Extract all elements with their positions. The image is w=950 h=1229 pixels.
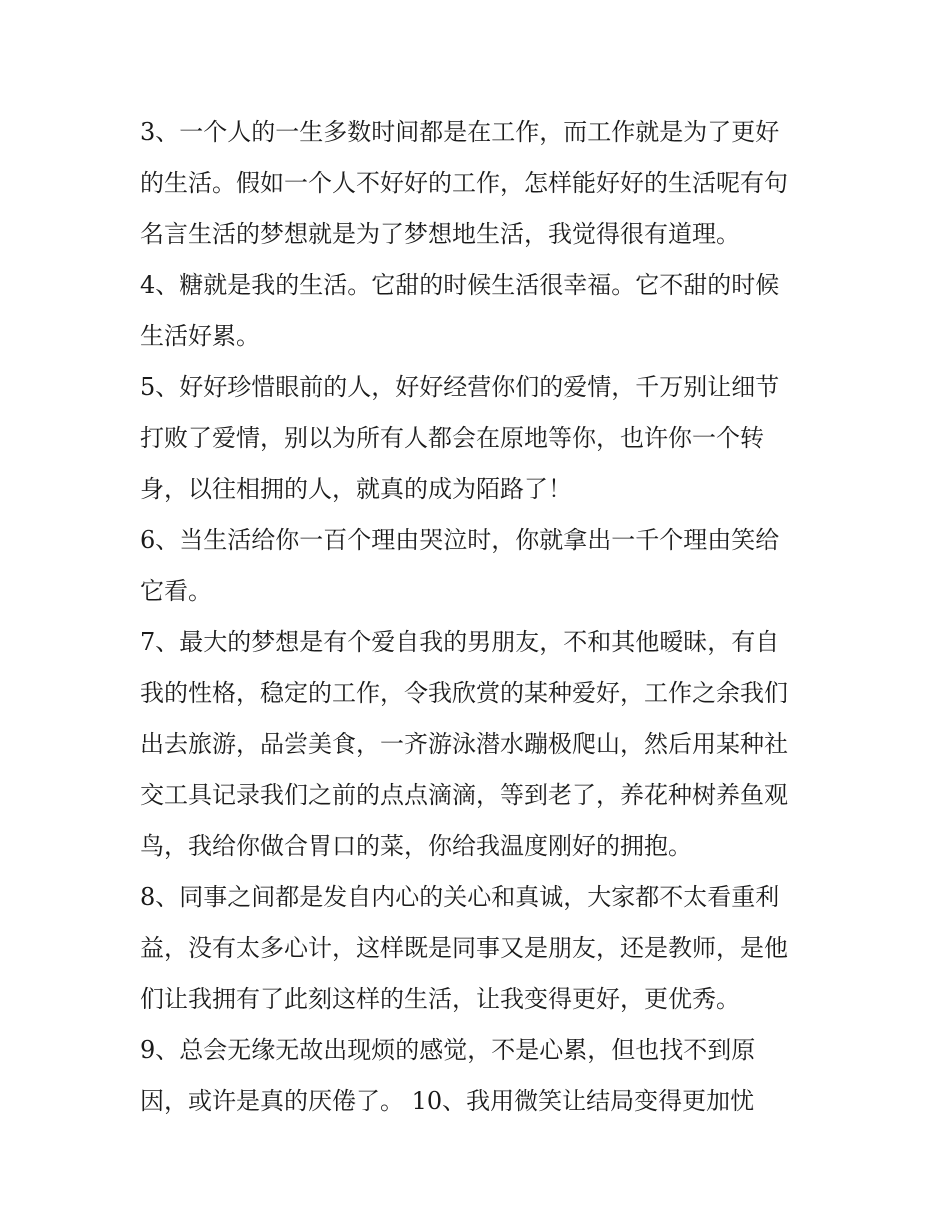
text-line: 7、最大的梦想是有个爱自我的男朋友，不和其他暧昧，有自 <box>140 628 780 656</box>
text-line: 生活好累。 <box>140 322 260 350</box>
document-body <box>140 107 820 1127</box>
text-line: 8、同事之间都是发自内心的关心和真诚，大家都不太看重利 <box>140 883 780 911</box>
text-line: 我的性格，稳定的工作，令我欣赏的某种爱好，工作之余我们 <box>140 679 788 707</box>
text-line: 身，以往相拥的人，就真的成为陌路了！ <box>140 475 572 503</box>
text-line: 们让我拥有了此刻这样的生活，让我变得更好，更优秀。 <box>140 985 740 1013</box>
text-line: 5、好好珍惜眼前的人，好好经营你们的爱情，千万别让细节 <box>140 373 780 401</box>
text-line: 因，或许是真的厌倦了。 10、我用微笑让结局变得更加忧 <box>140 1087 755 1115</box>
text-line: 3、一个人的一生多数时间都是在工作，而工作就是为了更好 <box>140 118 780 146</box>
text-line: 鸟，我给你做合胃口的菜，你给我温度刚好的拥抱。 <box>140 832 692 860</box>
text-line: 4、糖就是我的生活。它甜的时候生活很幸福。它不甜的时候 <box>140 271 780 299</box>
text-line: 打败了爱情，别以为所有人都会在原地等你，也许你一个转 <box>140 424 764 452</box>
text-line: 它看。 <box>140 577 212 605</box>
text-line: 出去旅游，品尝美食，一齐游泳潜水蹦极爬山，然后用某种社 <box>140 730 788 758</box>
text-line: 交工具记录我们之前的点点滴滴，等到老了，养花种树养鱼观 <box>140 781 788 809</box>
text-line: 益，没有太多心计，这样既是同事又是朋友，还是教师，是他 <box>140 934 788 962</box>
text-line: 6、当生活给你一百个理由哭泣时，你就拿出一千个理由笑给 <box>140 526 780 554</box>
text-line: 名言生活的梦想就是为了梦想地生活，我觉得很有道理。 <box>140 220 740 248</box>
text-line: 的生活。假如一个人不好好的工作，怎样能好好的生活呢有句 <box>140 169 788 197</box>
text-line: 9、总会无缘无故出现烦的感觉，不是心累，但也找不到原 <box>140 1036 756 1064</box>
